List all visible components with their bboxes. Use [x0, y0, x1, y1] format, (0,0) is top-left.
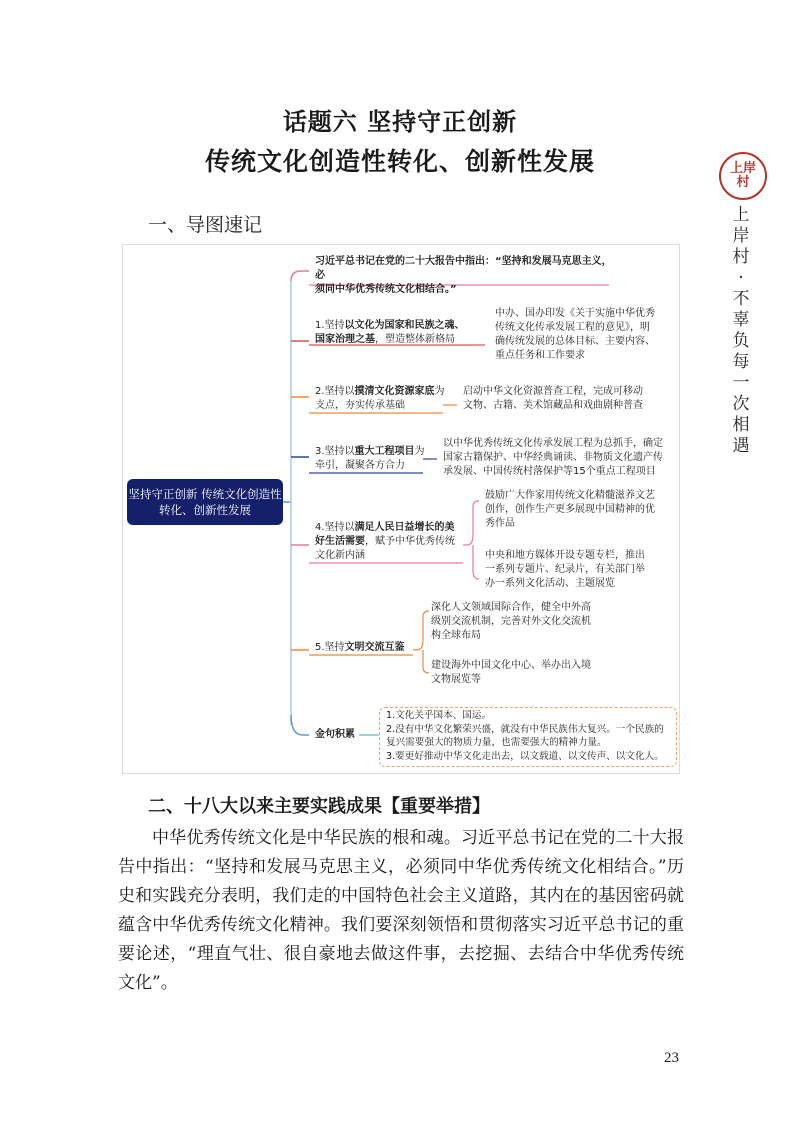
golden-quote-line: 1.文化关乎国本、国运。	[386, 710, 492, 721]
branch-4-pre: 4.坚持以	[315, 522, 355, 533]
branch-1-detail-line: 传统文化传承发展工程的意见》，明	[495, 322, 650, 333]
branch-4-detail-line: 办一系列文化活动、主题展览	[485, 578, 615, 589]
branch-4-detail-line: 秀作品	[485, 518, 515, 529]
branch-4-post: ，赋予中华优秀传统文化新内涵	[315, 536, 455, 561]
branch-5	[315, 641, 415, 655]
section-heading-mindmap: 一、导图速记	[148, 214, 263, 236]
branch-3	[315, 445, 425, 473]
branch-0-line2: 须同中华优秀传统文化相结合。”	[315, 284, 457, 295]
branch-2-detail-line: 文物、古籍、美术馆藏品和戏曲剧种普查	[463, 400, 643, 411]
golden-quotes	[386, 709, 676, 763]
branch-3-post: 为牵引，凝聚各方合力	[315, 446, 425, 471]
brand-logo	[719, 152, 767, 200]
branch-3-detail	[443, 437, 677, 479]
branch-1-detail-line: 确传统发展的总体目标、主要内容、	[495, 336, 655, 347]
golden-quote-line: 复兴需要强大的物质力量，也需要强大的精神力量。	[386, 737, 607, 748]
branch-5-detail-line: 级别交流机制，完善对外文化交流机	[431, 616, 591, 627]
branch-3-pre: 3.坚持以	[315, 446, 355, 457]
branch-4-detail-line: 一系列专题片、纪录片，有关部门举	[485, 564, 645, 575]
branch-2-detail	[463, 385, 673, 413]
branch-1-pre: 1.坚持	[315, 320, 345, 331]
branch-5-detail-2	[431, 659, 621, 687]
branch-1-bold: 以文化为国家和民族之魂、国家治理之基	[315, 320, 465, 345]
branch-1-detail-line: 重点任务和工作要求	[495, 350, 585, 361]
golden-quotes-box	[379, 707, 677, 767]
branch-1-detail-line: 中办、国办印发《关于实施中华优秀	[495, 308, 655, 319]
branch-4	[315, 521, 463, 563]
link-b5-detail	[413, 611, 429, 673]
branch-5-bold: 文明交流互鉴	[344, 642, 405, 653]
branch-3-detail-line: 以中华优秀传统文化传承发展工程为总抓手，确定	[443, 438, 663, 449]
branch-1	[315, 319, 473, 347]
branch-4-detail-2	[485, 549, 675, 591]
golden-quote-line: 2.没有中华文化繁荣兴盛，就没有中华民族伟大复兴。一个民族的	[386, 723, 664, 735]
branch-4-detail-line: 鼓励广大作家用传统文化精髓滋养文艺	[485, 490, 655, 501]
branch-2-detail-line: 启动中华文化资源普查工程，完成可移动	[463, 386, 643, 397]
branch-3-bold: 重大工程项目	[354, 446, 415, 457]
link-b4-detail	[463, 501, 479, 579]
branch-2-post: 为支点，夯实传承基础	[315, 386, 445, 411]
branch-4-detail-line: 创作，创作生产更多展现中国精神的优	[485, 504, 655, 515]
branch-5-detail-1	[431, 601, 621, 643]
connector-b6	[291, 715, 309, 735]
page-number: 23	[664, 1050, 679, 1066]
body-paragraph: 中华优秀传统文化是中华民族的根和魂。习近平总书记在党的二十大报告中指出：“坚持和发展马克思主义，必须同中华优秀传统文化相结合。”历史和实践充分表明，我们走的中国特色社会主义道路，其内在的基因密码就蕴含中华优秀传统文化精神。我们要深刻领悟和贯彻落实习近平总书记的重要论述，“理直气壮、很自豪地去做这件事，去挖掘、去结合中华优秀传统文化”。	[118, 828, 684, 993]
branch-1-detail	[495, 307, 675, 363]
branch-5-detail-line: 构全球布局	[431, 630, 481, 641]
branch-2	[315, 385, 445, 413]
branch-4-bold: 满足人民日益增长的美好生活需要	[315, 522, 455, 547]
branch-3-detail-line: 国家古籍保护、中华经典诵读、非物质文化遗产传	[443, 452, 663, 463]
branch-4-detail-1	[485, 489, 675, 531]
connector-b0	[291, 271, 309, 281]
section-heading-achievements: 二、十八大以来主要实践成果【重要举措】	[148, 796, 490, 817]
branch-2-bold: 摸清文化资源家底	[354, 386, 435, 397]
branch-5-detail-line: 深化人文领域国际合作，健全中外高	[431, 602, 591, 613]
page-title-line1: 话题六 坚持守正创新	[282, 107, 518, 136]
branch-0-line1: 习近平总书记在党的二十大报告中指出：“坚持和发展马克思主义，必	[315, 256, 612, 281]
branch-4-detail-line: 中央和地方媒体开设专题专栏，推出	[485, 550, 645, 561]
mind-map	[122, 244, 680, 774]
golden-quote-line: 3.要更好推动中华文化走出去，以文载道、以文传声、以文化人。	[386, 750, 664, 762]
brand-slogan: 上岸村·不辜负每一次相遇	[732, 205, 750, 456]
page-title-line2: 传统文化创造性转化、创新性发展	[204, 147, 595, 176]
mind-map-root: 坚持守正创新 传统文化创造性转化、创新性发展	[127, 479, 283, 525]
branch-3-detail-line: 承发展、中国传统村落保护等15个重点工程项目	[443, 466, 656, 477]
branch-2-pre: 2.坚持以	[315, 386, 355, 397]
branch-1-post: ，塑造整体新格局	[375, 334, 455, 345]
branch-5-detail-line: 文物展览等	[431, 674, 481, 685]
branch-5-pre: 5.坚持	[315, 642, 345, 653]
branch-5-detail-line: 建设海外中国文化中心、举办出入境	[431, 660, 591, 671]
branch-6: 金句积累	[315, 729, 355, 740]
brand-logo-text: 上岸村	[730, 161, 757, 190]
branch-0	[315, 255, 615, 297]
